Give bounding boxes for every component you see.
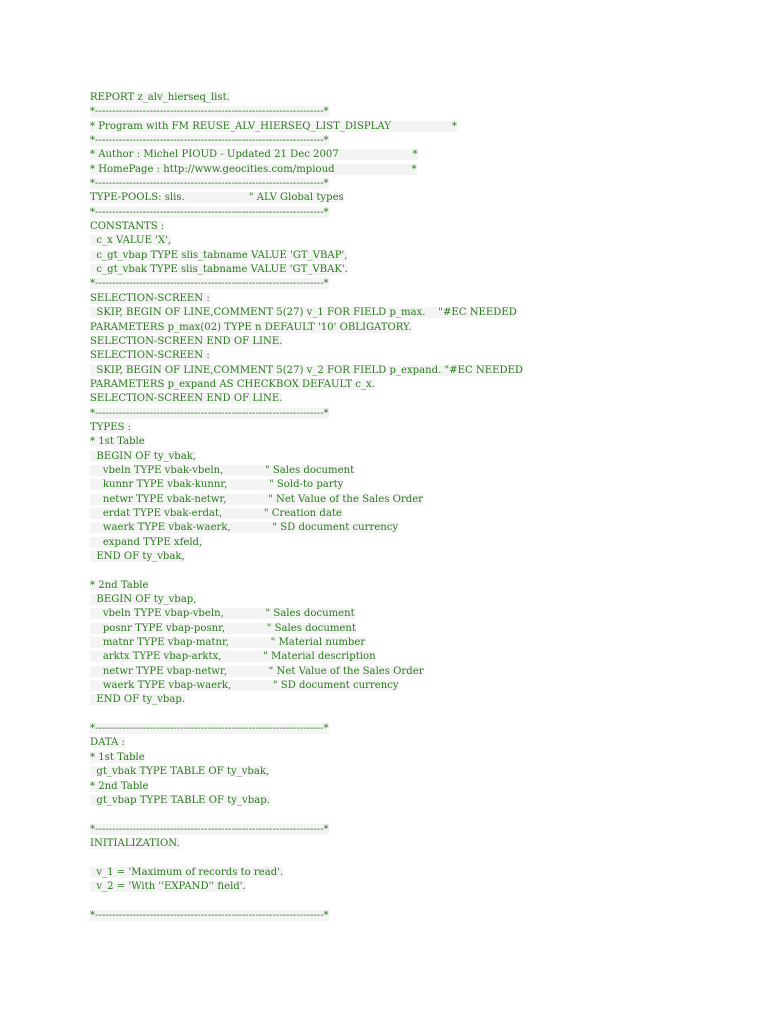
code-line	[90, 191, 750, 205]
code-line	[90, 909, 750, 923]
code-text: *-------------------------------------------------------------------*	[90, 135, 329, 147]
code-text: *-------------------------------------------------------------------*	[90, 407, 329, 419]
code-text: *-------------------------------------------------------------------*	[90, 178, 329, 190]
code-line	[90, 421, 750, 435]
code-line	[90, 364, 750, 378]
code-line	[90, 335, 750, 349]
code-line	[90, 249, 750, 263]
code-text: * Author : Michel PIOUD - Updated 21 Dec 2007 *	[90, 149, 418, 161]
code-line	[90, 636, 750, 650]
code-line	[90, 536, 750, 550]
code-text: BEGIN OF ty_vbap,	[90, 594, 197, 606]
code-line	[90, 607, 750, 621]
code-text: c_gt_vbak TYPE slis_tabname VALUE 'GT_VBAK'.	[90, 264, 348, 276]
code-line	[90, 277, 750, 291]
code-text: SELECTION-SCREEN END OF LINE.	[90, 393, 283, 405]
code-line	[90, 435, 750, 449]
code-text: DATA :	[90, 737, 125, 749]
code-line	[90, 622, 750, 636]
code-text: *-------------------------------------------------------------------*	[90, 909, 329, 921]
code-text: netwr TYPE vbak-netwr, " Net Value of the Sales Order	[90, 493, 423, 505]
code-text: v_1 = 'Maximum of records to read'.	[90, 866, 284, 878]
code-line	[90, 450, 750, 464]
code-line	[90, 866, 750, 880]
code-line	[90, 722, 750, 736]
code-text: expand TYPE xfeld,	[90, 536, 203, 548]
code-line	[90, 579, 750, 593]
code-line	[90, 493, 750, 507]
code-text: v_2 = 'With ''EXPAND'' field'.	[90, 880, 246, 892]
code-line	[90, 349, 750, 363]
code-text: arktx TYPE vbap-arktx, " Material description	[90, 651, 376, 663]
code-text: matnr TYPE vbap-matnr, " Material number	[90, 637, 366, 649]
code-line	[90, 564, 750, 578]
code-line	[90, 407, 750, 421]
code-line	[90, 263, 750, 277]
code-text: gt_vbak TYPE TABLE OF ty_vbak,	[90, 766, 270, 778]
code-text: PARAMETERS p_expand AS CHECKBOX DEFAULT c_x.	[90, 378, 375, 390]
code-line	[90, 234, 750, 248]
code-line	[90, 120, 750, 134]
code-text: c_gt_vbap TYPE slis_tabname VALUE 'GT_VBAP',	[90, 249, 348, 261]
code-line	[90, 105, 750, 119]
code-line	[90, 206, 750, 220]
code-line	[90, 392, 750, 406]
code-text: TYPE-POOLS: slis. " ALV Global types	[90, 192, 344, 204]
code-line	[90, 464, 750, 478]
code-text: c_x VALUE 'X',	[90, 235, 172, 247]
code-line	[90, 679, 750, 693]
code-line	[90, 650, 750, 664]
code-text: * HomePage : http://www.geocities.com/mpioud *	[90, 163, 417, 175]
code-text: kunnr TYPE vbak-kunnr, " Sold-to party	[90, 479, 344, 491]
code-text: gt_vbap TYPE TABLE OF ty_vbap.	[90, 794, 270, 806]
code-line	[90, 306, 750, 320]
code-line	[90, 837, 750, 851]
code-text: INITIALIZATION.	[90, 837, 180, 849]
code-line	[90, 751, 750, 765]
code-text: END OF ty_vbap.	[90, 694, 186, 706]
code-listing	[90, 91, 750, 923]
code-text: * Program with FM REUSE_ALV_HIERSEQ_LIST_DISPLAY *	[90, 120, 457, 132]
code-line	[90, 823, 750, 837]
code-text: CONSTANTS :	[90, 221, 165, 233]
code-text: SKIP, BEGIN OF LINE,COMMENT 5(27) v_1 FOR FIELD p_max. "#EC NEEDED	[90, 307, 517, 319]
code-text: *-------------------------------------------------------------------*	[90, 823, 329, 835]
code-line	[90, 708, 750, 722]
code-line	[90, 550, 750, 564]
code-line	[90, 148, 750, 162]
code-line	[90, 292, 750, 306]
code-text: REPORT z_alv_hierseq_list.	[90, 92, 230, 103]
code-line	[90, 321, 750, 335]
code-text: posnr TYPE vbap-posnr, " Sales document	[90, 622, 356, 634]
code-text: *-------------------------------------------------------------------*	[90, 106, 329, 118]
code-line	[90, 220, 750, 234]
code-text: vbeln TYPE vbap-vbeln, " Sales document	[90, 608, 355, 620]
code-line	[90, 177, 750, 191]
code-text: END OF ty_vbak,	[90, 551, 185, 562]
code-text: *-------------------------------------------------------------------*	[90, 206, 329, 218]
code-text: * 2nd Table	[90, 780, 149, 792]
code-text: PARAMETERS p_max(02) TYPE n DEFAULT '10' OBLIGATORY.	[90, 321, 412, 333]
code-line	[90, 693, 750, 707]
code-text: SELECTION-SCREEN :	[90, 350, 210, 362]
code-line	[90, 808, 750, 822]
code-text: TYPES :	[90, 421, 132, 433]
code-line	[90, 593, 750, 607]
code-line	[90, 794, 750, 808]
code-text: SELECTION-SCREEN END OF LINE.	[90, 335, 283, 347]
code-text: SELECTION-SCREEN :	[90, 292, 210, 304]
code-line	[90, 134, 750, 148]
code-line	[90, 780, 750, 794]
code-text: vbeln TYPE vbak-vbeln, " Sales document	[90, 464, 355, 476]
code-text: netwr TYPE vbap-netwr, " Net Value of the Sales Order	[90, 665, 424, 677]
code-line	[90, 894, 750, 908]
code-text: SKIP, BEGIN OF LINE,COMMENT 5(27) v_2 FOR FIELD p_expand. "#EC NEEDED	[90, 364, 524, 376]
code-line	[90, 765, 750, 779]
code-text: *-------------------------------------------------------------------*	[90, 278, 329, 290]
code-line	[90, 163, 750, 177]
code-line	[90, 880, 750, 894]
code-line	[90, 91, 750, 105]
code-line	[90, 507, 750, 521]
code-line	[90, 378, 750, 392]
code-line	[90, 851, 750, 865]
code-text: erdat TYPE vbak-erdat, " Creation date	[90, 507, 342, 519]
code-text: *-------------------------------------------------------------------*	[90, 723, 329, 735]
code-line	[90, 736, 750, 750]
code-line	[90, 665, 750, 679]
code-line	[90, 521, 750, 535]
code-text: BEGIN OF ty_vbak,	[90, 450, 197, 462]
code-text: waerk TYPE vbap-waerk, " SD document currency	[90, 680, 399, 692]
code-text: * 1st Table	[90, 751, 145, 763]
code-line	[90, 478, 750, 492]
code-text: * 1st Table	[90, 436, 145, 448]
code-text: * 2nd Table	[90, 579, 149, 591]
code-text: waerk TYPE vbak-waerk, " SD document currency	[90, 522, 399, 534]
